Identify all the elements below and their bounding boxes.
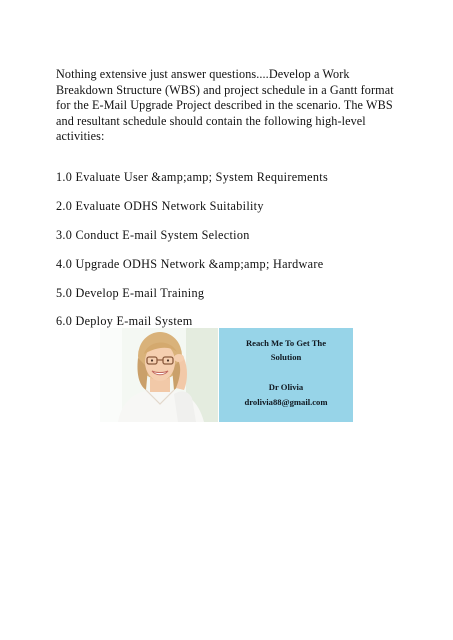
activity-item-6: 6.0 Deploy E-mail System xyxy=(56,314,193,328)
woman-photo xyxy=(100,328,218,422)
activity-item-2: 2.0 Evaluate ODHS Network Suitability xyxy=(56,199,264,213)
contact-panel xyxy=(219,328,353,422)
contact-email[interactable]: drolivia88@gmail.com xyxy=(244,397,328,407)
contact-banner xyxy=(100,328,353,422)
activity-item-1: 1.0 Evaluate User &amp;amp; System Requirements xyxy=(56,170,329,184)
contact-name: Dr Olivia xyxy=(268,382,304,392)
activity-item-5: 5.0 Develop E-mail Training xyxy=(56,286,205,300)
contact-heading xyxy=(219,336,353,364)
activity-item-4: 4.0 Upgrade ODHS Network &amp;amp; Hardware xyxy=(56,257,324,271)
intro-paragraph: Nothing extensive just answer questions....Develop a Work Breakdown Structure (WBS) and project schedule in a Gantt format for the E-Mail Upgrade Project described in the scenario. The WBS and resultant schedule should contain the following high-level activities: xyxy=(56,67,394,144)
contact-heading-line-1: Reach Me To Get The xyxy=(245,338,327,348)
contact-heading-line-2: Solution xyxy=(270,352,302,362)
activity-item-3: 3.0 Conduct E-mail System Selection xyxy=(56,228,250,242)
